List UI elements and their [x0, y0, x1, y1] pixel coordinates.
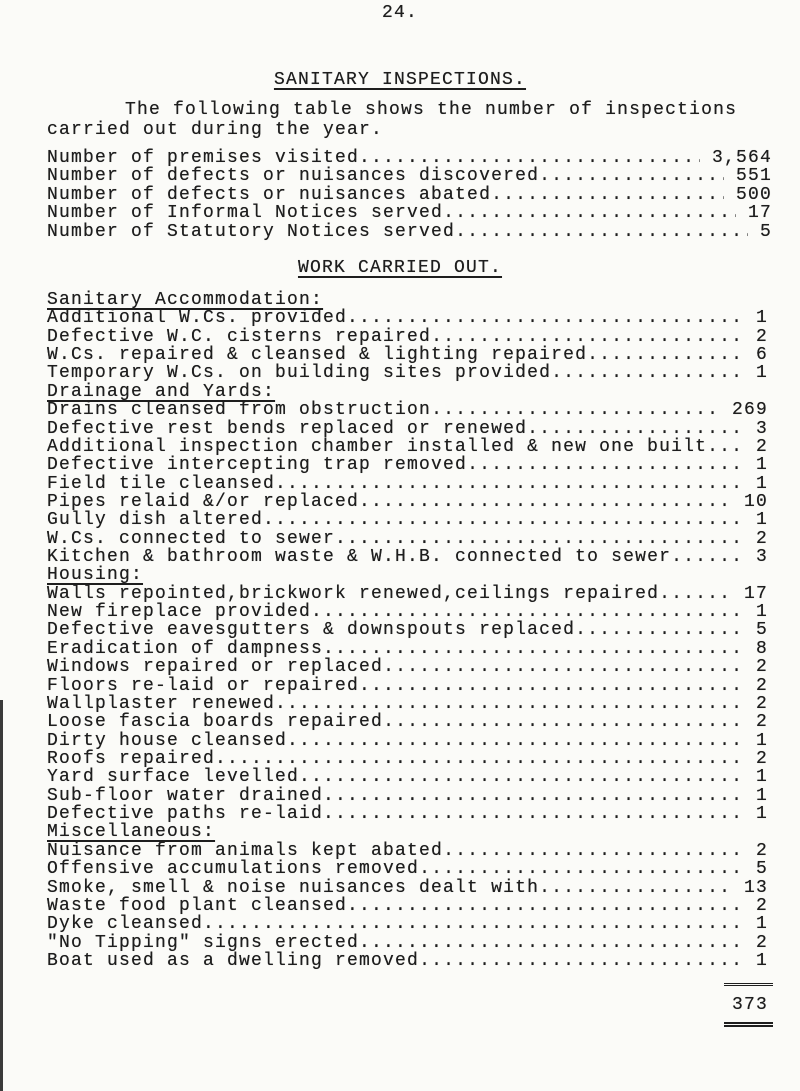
work-item-row: [47, 768, 768, 786]
leader-dots: [215, 750, 744, 768]
section-heading-label: Miscellaneous:: [47, 822, 216, 843]
work-item-row: [47, 842, 768, 860]
leader-dots: [383, 713, 744, 731]
row-label: New fireplace provided: [47, 602, 312, 623]
leader-dots: [287, 732, 744, 750]
leader-dots: [203, 915, 744, 933]
row-value: 2: [755, 712, 768, 733]
intro-paragraph: The following table shows the number of inspections carried out during the year.: [47, 100, 738, 140]
row-value: 2: [755, 675, 768, 696]
leader-dots: [443, 204, 736, 222]
page-title-text: SANITARY INSPECTIONS.: [273, 70, 527, 90]
work-item-row: [47, 585, 768, 603]
leader-dots: [311, 603, 744, 621]
work-item-row: [47, 915, 768, 933]
row-value: 1: [755, 767, 768, 788]
work-item-row: [47, 750, 768, 768]
leader-dots: [323, 787, 744, 805]
work-item-row: [47, 805, 768, 823]
work-item-row: [47, 952, 768, 970]
row-label: Number of Statutory Notices served: [47, 221, 456, 242]
row-value: 17: [743, 583, 768, 604]
work-item-row: [47, 787, 768, 805]
row-value: 5: [759, 221, 772, 242]
leader-dots: [383, 658, 744, 676]
page-number: 24.: [381, 3, 418, 23]
row-value: 2: [755, 657, 768, 678]
work-item-row: [47, 548, 768, 566]
row-label: Sub-floor water drained: [47, 785, 324, 806]
row-label: W.Cs. connected to sewer: [47, 528, 336, 549]
leader-dots: [587, 346, 744, 364]
row-label: Walls repointed,brickwork renewed,ceilings repaired: [47, 583, 660, 604]
leader-dots: [707, 438, 744, 456]
row-value: 1: [755, 510, 768, 531]
work-item-row: [47, 677, 768, 695]
leader-dots: [323, 640, 744, 658]
work-item-row: [47, 309, 768, 327]
work-item-row: [47, 603, 768, 621]
row-value: 5: [755, 859, 768, 880]
row-label: Dyke cleansed: [47, 914, 204, 935]
work-item-row: [47, 346, 768, 364]
leader-dots: [419, 952, 744, 970]
section-heading: [47, 566, 768, 584]
leader-dots: [539, 167, 724, 185]
row-label: Waste food plant cleansed: [47, 895, 348, 916]
scan-edge-line: [0, 700, 3, 1091]
leader-dots: [299, 768, 744, 786]
section-heading: [47, 291, 768, 309]
work-item-row: [47, 493, 768, 511]
leader-dots: [659, 585, 732, 603]
section-heading-label: Housing:: [47, 565, 144, 586]
row-value: 1: [755, 950, 768, 971]
row-label: Kitchen & bathroom waste & W.H.B. connected to sewer: [47, 547, 672, 568]
row-value: 1: [755, 473, 768, 494]
work-item-row: [47, 364, 768, 382]
row-value: 3: [755, 547, 768, 568]
row-label: Additional W.Cs. provided: [47, 308, 348, 329]
leader-dots: [539, 879, 732, 897]
row-label: Defective rest bends replaced or renewed: [47, 418, 528, 439]
leader-dots: [431, 328, 744, 346]
row-label: Loose fascia boards repaired: [47, 712, 384, 733]
leader-dots: [347, 897, 744, 915]
leader-dots: [347, 309, 744, 327]
work-carried-out-list: [47, 291, 768, 970]
section-heading: [47, 383, 768, 401]
leader-dots: [419, 860, 744, 878]
work-item-row: [47, 438, 768, 456]
row-value: 500: [735, 184, 772, 205]
summary-row: [47, 186, 772, 204]
row-label: Pipes relaid &/or replaced: [47, 491, 360, 512]
leader-dots: [575, 621, 744, 639]
row-label: Defective eavesgutters & downspouts replaced: [47, 620, 576, 641]
work-item-row: [47, 456, 768, 474]
work-item-row: [47, 530, 768, 548]
work-item-row: [47, 420, 768, 438]
row-label: Nuisance from animals kept abated: [47, 840, 444, 861]
row-value: 3: [755, 418, 768, 439]
row-label: Number of premises visited: [47, 148, 360, 168]
leader-dots: [275, 475, 744, 493]
row-value: 2: [755, 748, 768, 769]
row-label: Number of defects or nuisances abated: [47, 184, 492, 205]
work-item-row: [47, 879, 768, 897]
row-label: Number of Informal Notices served: [47, 203, 444, 224]
row-value: 2: [755, 895, 768, 916]
row-value: 17: [747, 203, 772, 224]
row-label: Defective intercepting trap removed: [47, 455, 468, 476]
row-label: Gully dish altered: [47, 510, 264, 531]
work-item-row: [47, 401, 768, 419]
leader-dots: [359, 677, 744, 695]
section-heading-label: Drainage and Yards:: [47, 381, 276, 402]
work-carried-out-title: [0, 259, 800, 277]
summary-row: [47, 149, 772, 167]
leader-dots: [491, 186, 724, 204]
row-value: 1: [755, 914, 768, 935]
row-value: 2: [755, 326, 768, 347]
summary-row: [47, 223, 772, 241]
leader-dots: [359, 493, 732, 511]
row-label: Floors re-laid or repaired: [47, 675, 360, 696]
row-label: W.Cs. repaired & cleansed & lighting repaired: [47, 345, 588, 366]
row-value: 1: [755, 785, 768, 806]
row-value: 1: [755, 363, 768, 384]
leader-dots: [263, 511, 744, 529]
row-value: 2: [755, 932, 768, 953]
row-value: 551: [735, 166, 772, 187]
leader-dots: [359, 149, 700, 167]
leader-dots: [431, 401, 720, 419]
work-carried-out-title-text: WORK CARRIED OUT.: [297, 258, 503, 278]
row-value: 1: [755, 730, 768, 751]
row-value: 1: [755, 602, 768, 623]
row-value: 269: [731, 400, 768, 421]
section-heading: [47, 823, 768, 841]
work-item-row: [47, 475, 768, 493]
page-title: [0, 71, 800, 89]
work-item-row: [47, 511, 768, 529]
row-label: Field tile cleansed: [47, 473, 276, 494]
row-label: Yard surface levelled: [47, 767, 300, 788]
summary-row: [47, 204, 772, 222]
section-heading-label: Sanitary Accommodation:: [47, 290, 324, 310]
row-label: Defective W.C. cisterns repaired: [47, 326, 432, 347]
row-label: Windows repaired or replaced: [47, 657, 384, 678]
work-item-row: [47, 695, 768, 713]
row-label: "No Tipping" signs erected: [47, 932, 360, 953]
leader-dots: [335, 530, 744, 548]
row-label: Temporary W.Cs. on building sites provided: [47, 363, 552, 384]
work-item-row: [47, 860, 768, 878]
row-value: 2: [755, 436, 768, 457]
row-value: 13: [743, 877, 768, 898]
row-value: 1: [755, 308, 768, 329]
row-label: Wallplaster renewed: [47, 693, 276, 714]
row-value: 3,564: [711, 148, 772, 168]
work-item-row: [47, 732, 768, 750]
row-label: Drains cleansed from obstruction: [47, 400, 432, 421]
summary-row: [47, 167, 772, 185]
row-label: Dirty house cleansed: [47, 730, 288, 751]
work-item-row: [47, 897, 768, 915]
leader-dots: [275, 695, 744, 713]
row-label: Roofs repaired: [47, 748, 216, 769]
row-value: 1: [755, 455, 768, 476]
work-item-row: [47, 328, 768, 346]
grand-total: 373: [724, 983, 773, 1027]
row-value: 5: [755, 620, 768, 641]
leader-dots: [359, 934, 744, 952]
row-label: Smoke, smell & noise nuisances dealt with: [47, 877, 540, 898]
leader-dots: [551, 364, 744, 382]
work-item-row: [47, 934, 768, 952]
row-label: Eradication of dampness: [47, 638, 324, 659]
work-item-row: [47, 640, 768, 658]
row-value: 1: [755, 804, 768, 825]
leader-dots: [323, 805, 744, 823]
row-label: Offensive accumulations removed: [47, 859, 420, 880]
row-label: Number of defects or nuisances discovered: [47, 166, 540, 187]
leader-dots: [671, 548, 744, 566]
work-item-row: [47, 621, 768, 639]
row-value: 2: [755, 840, 768, 861]
row-value: 8: [755, 638, 768, 659]
row-value: 6: [755, 345, 768, 366]
leader-dots: [467, 456, 744, 474]
row-value: 2: [755, 528, 768, 549]
row-label: Additional inspection chamber installed & new one built: [47, 436, 708, 457]
work-item-row: [47, 658, 768, 676]
leader-dots: [455, 223, 748, 241]
row-value: 10: [743, 491, 768, 512]
work-item-row: [47, 713, 768, 731]
summary-table: [47, 149, 772, 241]
row-label: Boat used as a dwelling removed: [47, 950, 420, 971]
leader-dots: [527, 420, 744, 438]
row-label: Defective paths re-laid: [47, 804, 324, 825]
leader-dots: [443, 842, 744, 860]
row-value: 2: [755, 693, 768, 714]
